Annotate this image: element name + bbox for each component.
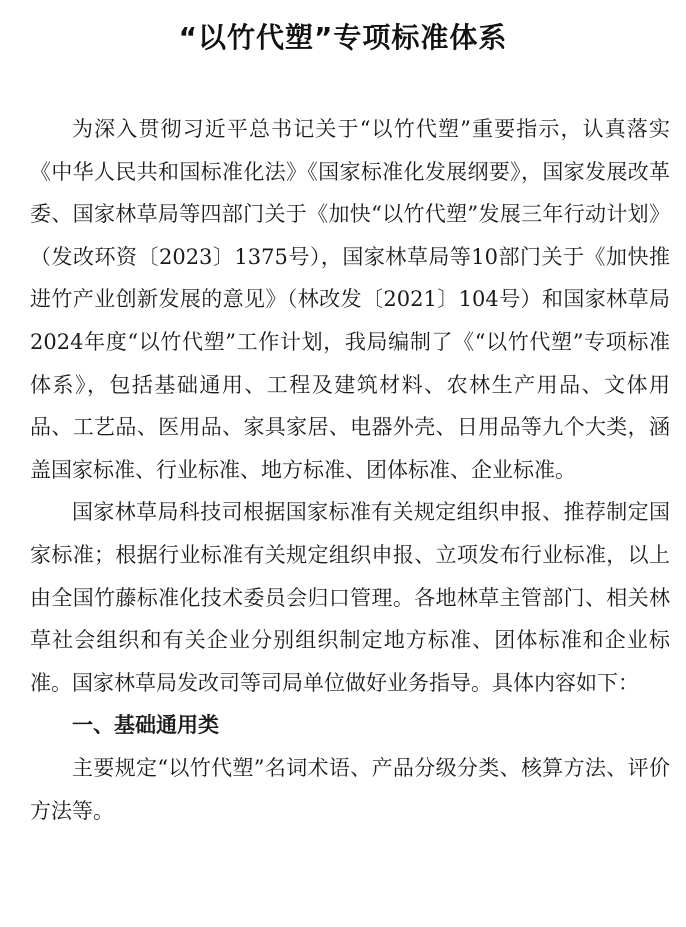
document-body — [30, 108, 670, 832]
body-paragraph: 为深入贯彻习近平总书记关于“以竹代塑”重要指示，认真落实《中华人民共和国标准化法》《国家标准化发展纲要》，国家发展改革委、国家林草局等四部门关于《加快“以竹代塑”发展三年行动计划》（发改环资〔2023〕1375号），国家林草局等10部门关于《加快推进竹产业创新发展的意见》（林改发〔2021〕104号）和国家林草局2024年度“以竹代塑”工作计划，我局编制了《“以竹代塑”专项标准体系》，包括基础通用、工程及建筑材料、农林生产用品、文体用品、工艺品、医用品、家具家居、电器外壳、日用品等九个大类，涵盖国家标准、行业标准、地方标准、团体标准、企业标准。 — [30, 117, 670, 482]
section-paragraph: 主要规定“以竹代塑”名词术语、产品分级分类、核算方法、评价方法等。 — [30, 755, 670, 823]
section-heading: 一、基础通用类 — [72, 713, 219, 738]
body-paragraph: 国家林草局科技司根据国家标准有关规定组织申报、推荐制定国家标准；根据行业标准有关规定组织申报、立项发布行业标准，以上由全国竹藤标准化技术委员会归口管理。各地林草主管部门、相关林草社会组织和有关企业分别组织制定地方标准、团体标准和企业标准。国家林草局发改司等司局单位做好业务指导。具体内容如下： — [30, 500, 670, 695]
document-title: “以竹代塑”专项标准体系 — [178, 21, 508, 54]
